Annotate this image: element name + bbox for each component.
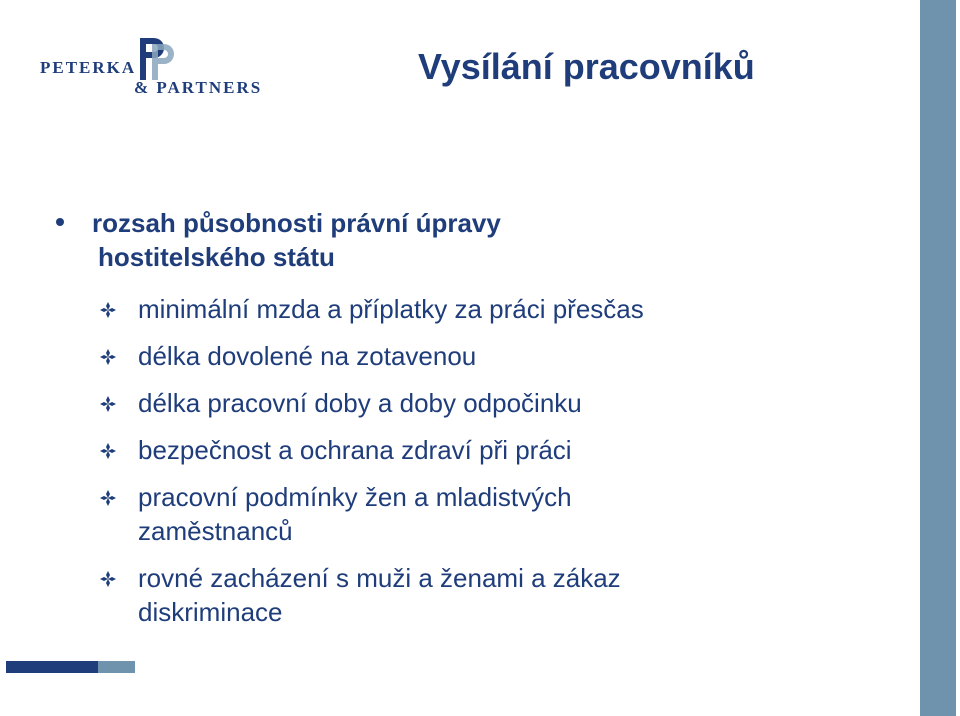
main-bullet-line-1: rozsah působnosti právní úpravy [92,208,501,238]
main-bullet-line-2: hostitelského státu [98,242,335,272]
diamond-bullet-icon [100,443,116,459]
list-item [100,433,700,467]
side-accent-bar [920,0,956,716]
list-item-text: délka dovolené na zotavenou [138,341,477,371]
footer-bar-light [98,661,135,673]
list-item-text-line-1: pracovní podmínky žen a mladistvých [138,482,572,512]
main-bullet [56,206,596,274]
diamond-bullet-icon [100,571,116,587]
list-item-text-line-1: rovné zacházení s muži a ženami a zákaz [138,563,621,593]
sub-bullet-list [100,292,700,629]
list-item-text-line-2: zaměstnanců [138,516,293,546]
diamond-bullet-icon [100,302,116,318]
list-item [100,561,700,629]
footer-bar-dark [6,661,98,673]
list-item [100,480,700,548]
logo-text-partners: & PARTNERS [134,78,263,97]
slide-title: Vysílání pracovníků [418,46,755,87]
diamond-bullet-icon [100,490,116,506]
list-item [100,292,700,326]
list-item [100,339,700,373]
list-item-text: délka pracovní doby a doby odpočinku [138,388,582,418]
list-item-text: bezpečnost a ochrana zdraví při práci [138,435,572,465]
list-item-text-line-2: diskriminace [138,597,283,627]
logo-pp-mark-icon [136,36,178,82]
diamond-bullet-icon [100,349,116,365]
round-bullet-icon [56,218,64,226]
diamond-bullet-icon [100,396,116,412]
list-item-text: minimální mzda a příplatky za práci přesčas [138,294,644,324]
list-item [100,386,700,420]
company-logo [40,36,280,100]
main-bullet-text [92,206,596,274]
logo-text-peterka: PETERKA [40,58,137,77]
